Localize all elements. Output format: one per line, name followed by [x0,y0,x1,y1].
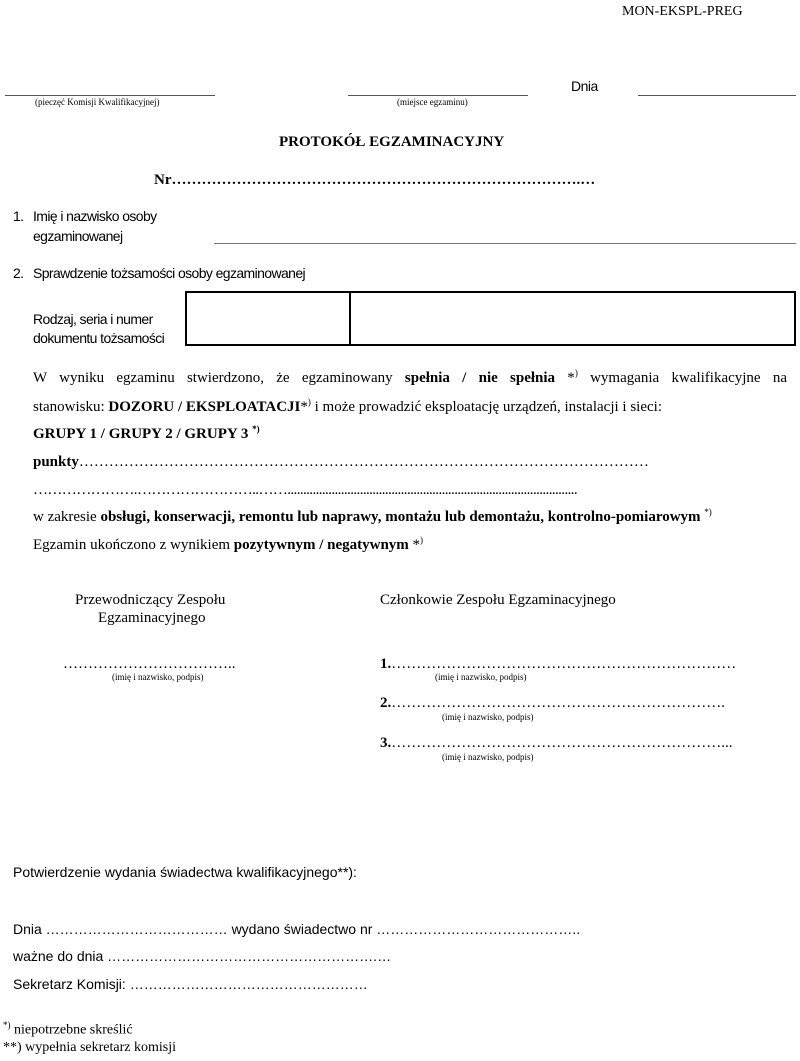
stamp-line[interactable] [5,95,215,96]
position-choice[interactable]: DOZORU / EKSPLOATACJI [108,399,301,415]
scope-choice[interactable]: obsługi, konserwacji, remontu lub naprawy, montażu lub demontażu, kontrolno-pomiarowym [100,509,701,525]
chair-title-line2: Egzaminacyjnego [98,610,206,626]
section2-number: 2. [13,265,24,281]
chair-title-line1: Przewodniczący Zespołu [75,592,226,608]
chair-signature-field[interactable]: …………………………….. [63,656,236,672]
date-line[interactable] [638,95,796,96]
section1-label-line2: egzaminowanej [33,228,123,244]
commission-secretary-field[interactable]: Sekretarz Komisji: …………………………………………… [13,976,368,992]
id-document-table [185,291,796,346]
footnote-1: *) niepotrzebne skreślić [3,1020,133,1038]
member-1-caption: (imię i nazwisko, podpis) [435,672,527,682]
groups-choice[interactable]: GRUPY 1 / GRUPY 2 / GRUPY 3 [33,426,249,442]
protocol-number-field[interactable]: Nr……………………………………………………………………….… [154,172,596,188]
result-line-1: W wyniku egzaminu stwierdzono, że egzaminowany spełnia / nie spełnia *) wymagania kwalifikacyjne na [33,368,788,386]
result-line-2: stanowisku: DOZORU / EKSPLOATACJI*) i może prowadzić eksploatację urządzeń, instalacji i sieci: [33,397,662,415]
section1-label-line1: Imię i nazwisko osoby [33,208,157,224]
exam-result-choice[interactable]: pozytywnym / negatywnym [233,537,409,553]
scope-line: w zakresie obsługi, konserwacji, remontu lub naprawy, montażu lub demontażu, kontrolno-pomiarowym *) [33,507,712,525]
form-code: MON-EKSPL-PREG [622,4,743,19]
certificate-heading: Potwierdzenie wydania świadectwa kwalifikacyjnego**): [13,864,357,880]
member-1-signature[interactable]: 1.…………………………………………………………… [380,656,737,672]
section1-number: 1. [13,208,24,224]
member-3-caption: (imię i nazwisko, podpis) [442,752,534,762]
id-document-table-divider [349,293,351,344]
member-2-signature[interactable]: 2.…………………………………………………………. [380,695,725,711]
groups-line: GRUPY 1 / GRUPY 2 / GRUPY 3 *) [33,424,260,442]
points-field[interactable]: …………………………………………………………………………………………………… [78,454,649,470]
member-2-caption: (imię i nazwisko, podpis) [442,712,534,722]
chair-signature-caption: (imię i nazwisko, podpis) [112,672,204,682]
id-document-label-line1: Rodzaj, seria i numer [33,311,153,327]
certificate-date-number-field[interactable]: Dnia ………………………………… wydano świadectwo nr …………………………………….. [13,921,581,937]
date-label: Dnia [571,78,598,94]
certificate-valid-until-field[interactable]: ważne do dnia ………………………………………………….… [13,948,392,964]
id-document-label-line2: dokumentu tożsamości [33,330,165,346]
members-title: Członkowie Zespołu Egzaminacyjnego [380,592,616,608]
page-title: PROTOKÓŁ EGZAMINACYJNY [279,134,505,150]
section2-label: Sprawdzenie tożsamości osoby egzaminowanej [33,265,306,281]
meets-requirements-choice[interactable]: spełnia / nie spełnia [404,370,556,386]
exam-place-line[interactable] [348,95,528,96]
member-3-signature[interactable]: 3.…………………………………………………………... [380,735,733,751]
exam-result-line: Egzamin ukończono z wynikiem pozytywnym / negatywnym *) [33,535,424,553]
name-field-line[interactable] [214,243,796,244]
exam-place-caption: (miejsce egzaminu) [397,97,468,107]
points-continuation-field[interactable]: ………………….……………………..……............................................................................................ [33,482,578,498]
stamp-caption: (pieczęć Komisji Kwalifikacyjnej) [35,97,160,107]
footnote-2: **) wypełnia sekretarz komisji [3,1040,177,1055]
points-line: punkty…………………………………………………………………………………………………… [33,454,649,470]
